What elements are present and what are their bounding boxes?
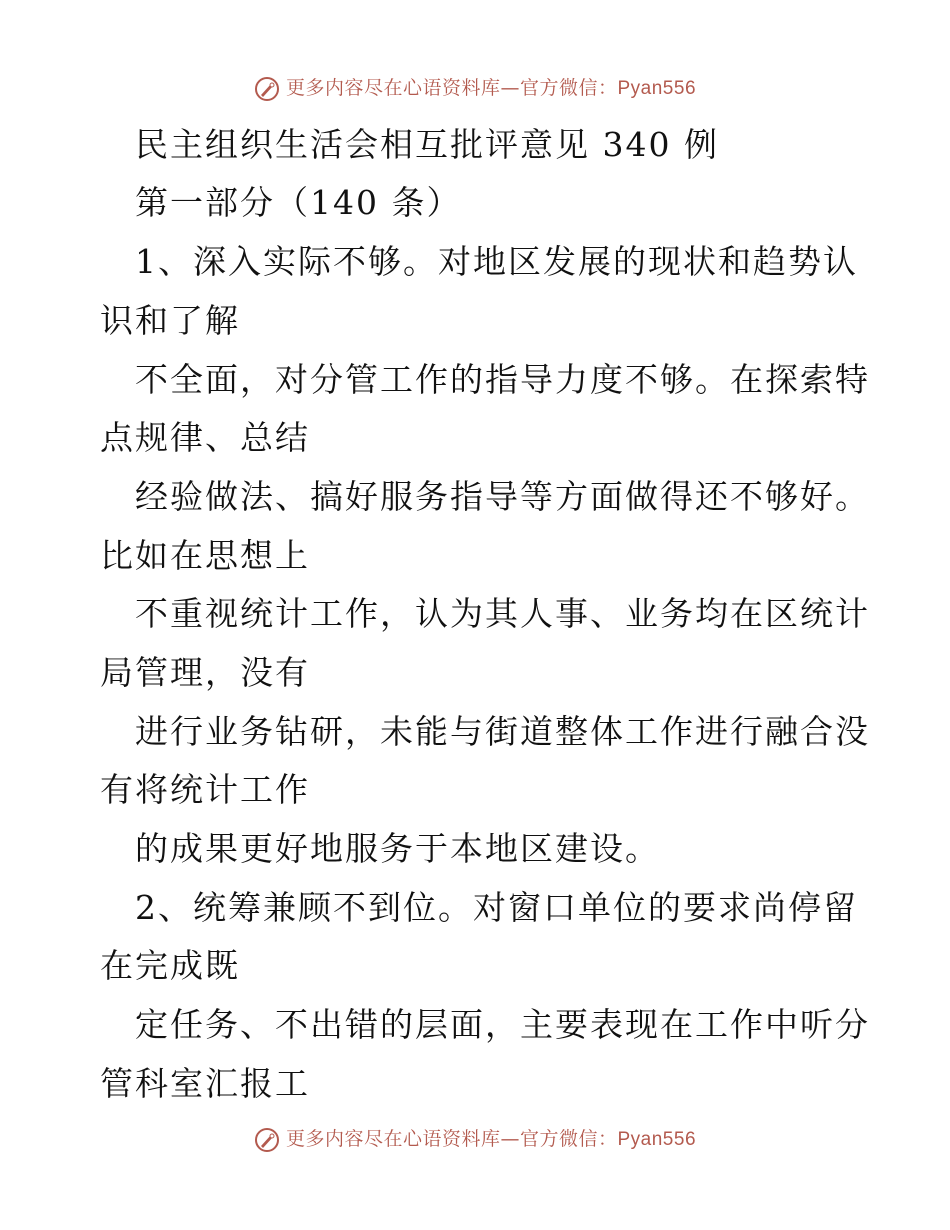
pen-logo-icon [254,1127,280,1153]
text-line: 不重视统计工作，认为其人事、业务均在区统计 [135,594,870,633]
header-watermark [0,73,950,102]
watermark-text: 更多内容尽在心语资料库—官方微信： [285,1128,618,1150]
watermark-id: Pyan556 [617,1129,697,1150]
document-title: 民主组织生活会相互批评意见 340 例 [135,125,719,164]
text-line: 在完成既 [100,946,240,985]
text-line: 有将统计工作 [100,770,310,809]
text-line: 识和了解 [100,301,240,340]
footer-watermark [0,1124,950,1153]
text-line: 经验做法、搞好服务指导等方面做得还不够好。 [135,477,870,516]
text-line: 点规律、总结 [100,418,310,457]
text-line: 1、深入实际不够。对地区发展的现状和趋势认 [135,242,858,281]
pen-logo-icon [254,76,280,102]
section-heading: 第一部分（140 条） [135,183,462,222]
text-line: 局管理，没有 [100,653,310,692]
text-line: 2、统筹兼顾不到位。对窗口单位的要求尚停留 [135,888,858,927]
text-line: 进行业务钻研，未能与街道整体工作进行融合没 [135,712,870,751]
text-line: 定任务、不出错的层面，主要表现在工作中听分 [135,1005,870,1044]
watermark-id: Pyan556 [617,78,697,99]
text-line: 比如在思想上 [100,536,310,575]
text-line: 不全面，对分管工作的指导力度不够。在探索特 [135,360,870,399]
text-line: 管科室汇报工 [100,1064,310,1103]
text-line: 的成果更好地服务于本地区建设。 [135,829,660,868]
watermark-text: 更多内容尽在心语资料库—官方微信： [285,77,618,99]
